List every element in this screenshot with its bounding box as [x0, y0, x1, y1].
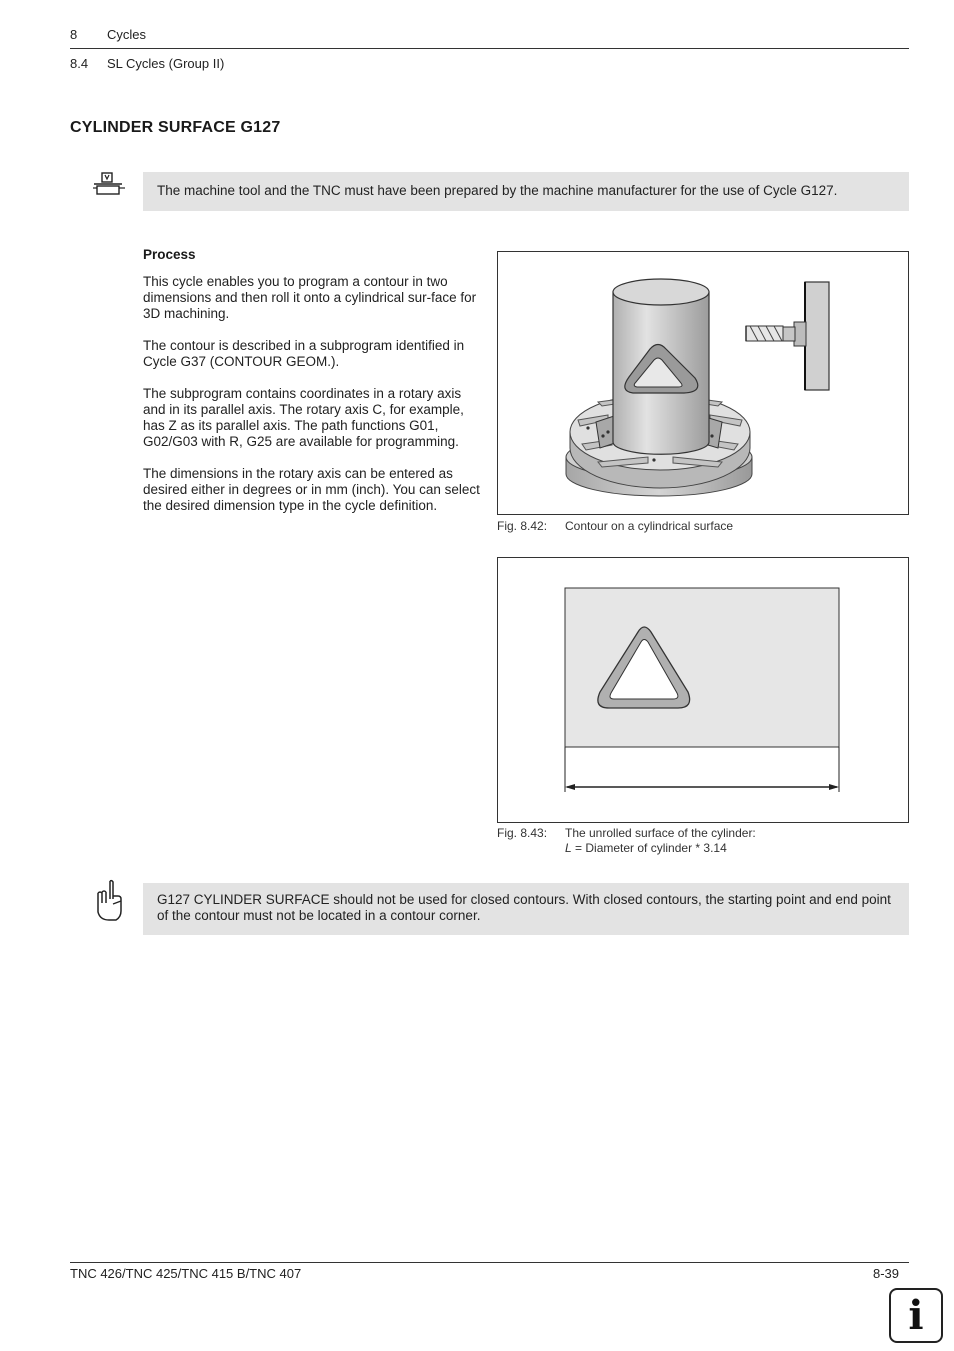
- figure-label: Fig. 8.43:: [497, 826, 548, 840]
- machine-note: The machine tool and the TNC must have been prepared by the machine manufacturer for the use of Cycle G127.: [143, 172, 909, 211]
- page-number: 8-39: [873, 1266, 900, 1281]
- figure-caption: [497, 519, 733, 533]
- chapter-number: 8: [70, 27, 78, 42]
- figure-cylinder-3d: [497, 251, 909, 515]
- figure-caption: [497, 826, 756, 856]
- warning-note: G127 CYLINDER SURFACE should not be used for closed contours. With closed contours, the starting point and end point of the contour must not be located in a contour corner.: [143, 883, 909, 935]
- pointing-hand-icon: [94, 879, 124, 921]
- figure-label: Fig. 8.42:: [497, 519, 548, 533]
- cylinder-illustration: [498, 252, 908, 514]
- machine-tool-icon: [92, 172, 126, 198]
- info-icon: [889, 1288, 943, 1343]
- process-paragraph: The dimensions in the rotary axis can be entered as desired either in degrees or in mm (inch). You can select the desired dimension type in the cycle definition.: [143, 466, 480, 513]
- chapter-title: Cycles: [107, 27, 147, 42]
- figure-unrolled-surface: [497, 557, 909, 823]
- section-number: 8.4: [70, 56, 89, 71]
- process-paragraph: The contour is described in a subprogram identified in Cycle G37 (CONTOUR GEOM.).: [143, 338, 465, 369]
- process-text: [143, 274, 483, 530]
- footer-rule: [70, 1262, 909, 1263]
- page-title: CYLINDER SURFACE G127: [70, 119, 281, 136]
- process-heading: Process: [143, 247, 196, 262]
- figure-caption-text: Contour on a cylindrical surface: [565, 519, 734, 533]
- figure-caption-text: = Diameter of cylinder * 3.14: [571, 841, 727, 855]
- process-paragraph: This cycle enables you to program a contour in two dimensions and then roll it onto a cylindrical sur-face for 3D machining.: [143, 274, 477, 321]
- process-paragraph: The subprogram contains coordinates in a rotary axis and in its parallel axis. The rotary axis C, for example, has Z as its parallel axis. The path functions G01, G02/G03 with R, G25 are available for programming.: [143, 386, 464, 449]
- section-title: SL Cycles (Group II): [107, 56, 225, 71]
- unrolled-surface-illustration: [498, 558, 908, 822]
- info-glyph: i: [908, 1291, 924, 1339]
- length-symbol: L: [565, 841, 572, 855]
- header-rule: [70, 48, 909, 49]
- figure-caption-text: The unrolled surface of the cylinder:: [565, 826, 756, 840]
- footer-models: TNC 426/TNC 425/TNC 415 B/TNC 407: [70, 1266, 302, 1281]
